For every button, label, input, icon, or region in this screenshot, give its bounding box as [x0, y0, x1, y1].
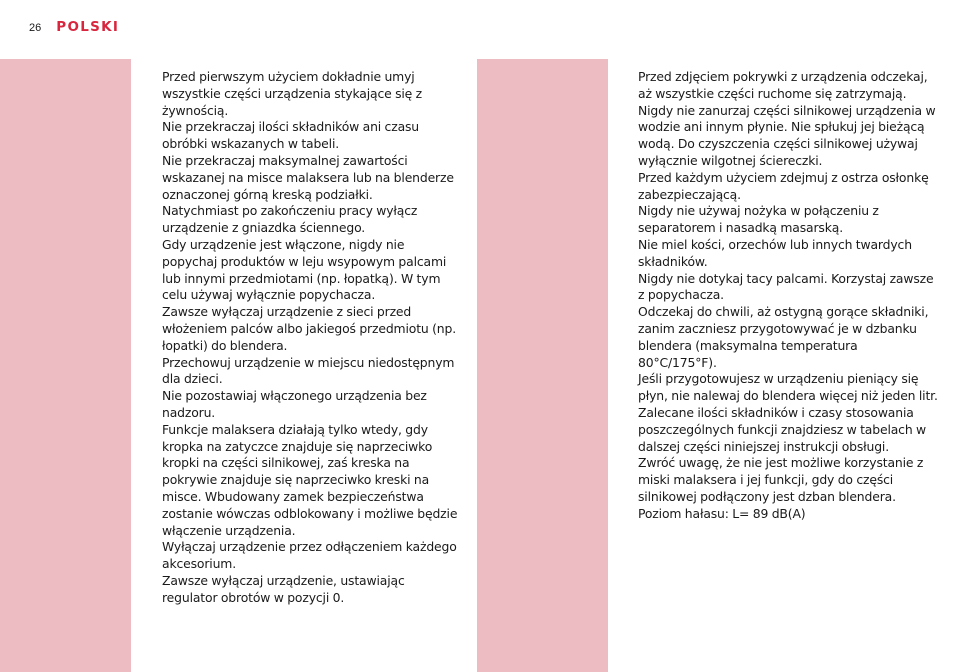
paragraph: Zalecane ilości składników i czasy stosowania poszczególnych funkcji znajdziesz w tabelach w dalszej części niniejszej instrukcji obsługi. — [638, 404, 927, 454]
page-number: 26 — [29, 22, 42, 34]
paragraph: Zwróć uwagę, że nie jest możliwe korzystanie z miski malaksera i jej funkcji, gdy do części silnikowej podłączony jest dzban blendera. — [638, 455, 924, 504]
left-margin-strip — [0, 59, 131, 672]
paragraph: Przed pierwszym użyciem dokładnie umyj wszystkie części urządzenia stykające się z żywnością. — [162, 69, 422, 118]
right-text-column — [638, 69, 938, 523]
paragraph: Przechowuj urządzenie w miejscu niedostępnym dla dzieci. — [162, 354, 455, 387]
paragraph: Odczekaj do chwili, aż ostygną gorące składniki, zanim zaczniesz przygotowywać je w dzbanku blendera (maksymalna temperatura 80°C/175°F). — [638, 304, 929, 370]
paragraph: Nigdy nie zanurzaj części silnikowej urządzenia w wodzie ani innym płynie. Nie spłukuj jej bieżącą wodą. Do czyszczenia części silnikowej używaj wyłącznie wilgotnej ściereczki. — [638, 102, 936, 168]
paragraph: Zawsze wyłączaj urządzenie z sieci przed włożeniem palców albo jakiegoś przedmiotu (np. łopatki) do blendera. — [162, 304, 456, 353]
paragraph: Wyłączaj urządzenie przez odłączeniem każdego akcesorium. — [162, 539, 457, 572]
paragraph: Nie przekraczaj ilości składników ani czasu obróbki wskazanych w tabeli. — [162, 119, 420, 152]
noise-level: Poziom hałasu: L= 89 dB(A) — [638, 505, 806, 521]
paragraph: Nie miel kości, orzechów lub innych twardych składników. — [638, 236, 912, 269]
paragraph: Przed zdjęciem pokrywki z urządzenia odczekaj, aż wszystkie części ruchome się zatrzymają. — [638, 69, 928, 101]
paragraph: Nie pozostawiaj włączonego urządzenia bez nadzoru. — [162, 388, 427, 420]
paragraph: Gdy urządzenie jest włączone, nigdy nie popychaj produktów w leju wsypowym palcami lub innymi przedmiotami (np. łopatką). W tym celu używaj wyłącznie popychacza. — [162, 236, 447, 303]
page-header — [29, 19, 119, 37]
paragraph: Funkcje malaksera działają tylko wtedy, gdy kropka na zatyczce znajduje się naprzeciwko kropki na części silnikowej, zaś kreska na pokrywie znajduje się naprzeciwko kreski na misce. Wbudowany zamek bezpieczeństwa zostanie wówczas odblokowany i możliwe będzie włączenie urządzenia. — [162, 421, 458, 538]
left-text-column — [162, 69, 462, 607]
paragraph: Nigdy nie dotykaj tacy palcami. Korzystaj zawsze z popychacza. — [638, 270, 934, 303]
paragraph: Przed każdym użyciem zdejmuj z ostrza osłonkę zabezpieczającą. — [638, 169, 929, 202]
section-title: POLSKI — [56, 19, 120, 35]
paragraph: Nigdy nie używaj nożyka w połączeniu z separatorem i nasadką masarską. — [638, 203, 879, 236]
paragraph: Natychmiast po zakończeniu pracy wyłącz urządzenie z gniazdka ściennego. — [162, 203, 418, 236]
paragraph: Zawsze wyłączaj urządzenie, ustawiając regulator obrotów w pozycji 0. — [162, 572, 405, 605]
right-margin-strip — [477, 59, 608, 672]
paragraph: Jeśli przygotowujesz w urządzeniu pieniący się płyn, nie nalewaj do blendera więcej niż jeden litr. — [638, 371, 938, 404]
paragraph: Nie przekraczaj maksymalnej zawartości wskazanej na misce malaksera lub na blenderze oznaczonej górną kreską podziałki. — [162, 152, 454, 202]
